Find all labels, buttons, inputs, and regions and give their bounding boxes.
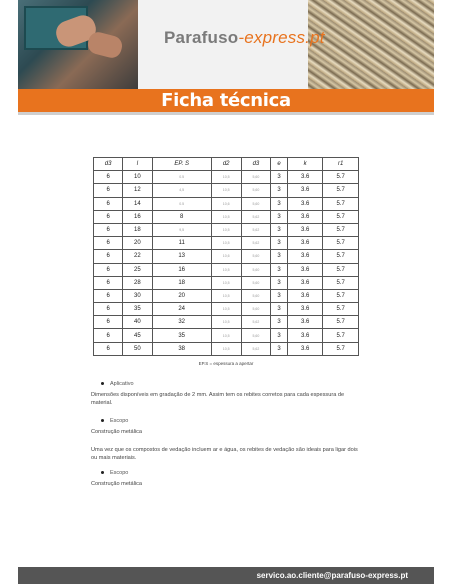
table-cell: 10,5 xyxy=(211,171,241,184)
table-cell: 6 xyxy=(94,223,123,236)
bullet-label: Aplicativo xyxy=(110,381,134,387)
table-cell: 5.7 xyxy=(323,197,359,210)
table-cell: 16 xyxy=(152,263,211,276)
bullet-icon xyxy=(101,382,104,385)
table-cell: 9,5 xyxy=(152,223,211,236)
table-row xyxy=(94,184,359,197)
table-cell: 10,5 xyxy=(211,289,241,302)
table-cell: 10,5 xyxy=(211,210,241,223)
table-cell: 5.7 xyxy=(323,276,359,289)
footer-bar xyxy=(18,567,434,584)
brand-suffix: -express.pt xyxy=(238,28,325,47)
table-cell: 10,5 xyxy=(211,184,241,197)
table-cell: 10 xyxy=(123,171,152,184)
column-header: d2 xyxy=(211,158,241,171)
table-cell: 5.7 xyxy=(323,237,359,250)
table-cell: 5,60 xyxy=(241,184,271,197)
table-cell: 10,5 xyxy=(211,223,241,236)
table-cell: 5,62 xyxy=(241,342,271,355)
table-cell: 10,5 xyxy=(211,342,241,355)
table-cell: 6 xyxy=(94,342,123,355)
paragraph: Dimensões disponíveis em gradação de 2 mm. Assim tem os rebites corretos para cada espessura de material. xyxy=(91,392,345,406)
table-cell: 10,5 xyxy=(211,316,241,329)
column-header: r1 xyxy=(323,158,359,171)
table-cell: 10,6 xyxy=(211,197,241,210)
table-cell: 35 xyxy=(152,329,211,342)
column-header: k xyxy=(287,158,323,171)
paragraph: Uma vez que os compostos de vedação incluem ar e água, os rebites de vedação são ideais para ligar dois ou mais materiais. xyxy=(91,447,358,461)
table-row xyxy=(94,276,359,289)
table-cell: 14 xyxy=(123,197,152,210)
table-cell: 3.6 xyxy=(287,223,323,236)
table-cell: 3 xyxy=(271,263,288,276)
table-cell: 3 xyxy=(271,210,288,223)
column-header: d3 xyxy=(94,158,123,171)
table-cell: 6 xyxy=(94,237,123,250)
table-cell: 5,62 xyxy=(241,210,271,223)
column-header: d3 xyxy=(241,158,271,171)
table-cell: 20 xyxy=(123,237,152,250)
workshop-photo xyxy=(18,0,138,92)
table-cell: 10,5 xyxy=(211,329,241,342)
table-cell: 3.6 xyxy=(287,303,323,316)
column-header: l xyxy=(123,158,152,171)
table-cell: 5,62 xyxy=(241,316,271,329)
table-cell: 11 xyxy=(152,237,211,250)
table-cell: 3.6 xyxy=(287,342,323,355)
table-body xyxy=(94,171,359,356)
paragraph: Construção metálica xyxy=(91,481,142,487)
table-cell: 6 xyxy=(94,276,123,289)
table-cell: 6 xyxy=(94,197,123,210)
table-cell: 3 xyxy=(271,342,288,355)
table-cell: 5,60 xyxy=(241,276,271,289)
table-cell: 3 xyxy=(271,223,288,236)
brand-main: Parafuso xyxy=(164,28,239,47)
table-cell: 6 xyxy=(94,250,123,263)
table-cell: 3 xyxy=(271,329,288,342)
table-cell: 10,5 xyxy=(211,263,241,276)
table-cell: 40 xyxy=(123,316,152,329)
bullet-item xyxy=(101,470,128,476)
table-cell: 30 xyxy=(123,289,152,302)
table-cell: 18 xyxy=(152,276,211,289)
table-cell: 5,60 xyxy=(241,329,271,342)
table-cell: 4,5 xyxy=(152,184,211,197)
table-cell: 5,60 xyxy=(241,263,271,276)
table-cell: 10,5 xyxy=(211,276,241,289)
table-cell: 5.7 xyxy=(323,223,359,236)
screws-photo xyxy=(308,0,434,92)
table-cell: 5.7 xyxy=(323,316,359,329)
paragraph: Construção metálica xyxy=(91,429,142,435)
bullet-item xyxy=(101,418,128,424)
table-cell: 0.5 xyxy=(152,197,211,210)
table-row xyxy=(94,329,359,342)
column-header: EP. S xyxy=(152,158,211,171)
table-cell: 10,5 xyxy=(211,303,241,316)
table-cell: 5,60 xyxy=(241,250,271,263)
table-cell: 3 xyxy=(271,276,288,289)
table-cell: 3.6 xyxy=(287,184,323,197)
table-cell: 3 xyxy=(271,184,288,197)
table-cell: 32 xyxy=(152,316,211,329)
table-row xyxy=(94,303,359,316)
table-cell: 6 xyxy=(94,210,123,223)
table-cell: 22 xyxy=(123,250,152,263)
table-cell: 5.7 xyxy=(323,289,359,302)
table-cell: 45 xyxy=(123,329,152,342)
table-cell: 35 xyxy=(123,303,152,316)
table-cell: 0.5 xyxy=(152,171,211,184)
table-cell: 5.7 xyxy=(323,303,359,316)
table-cell: 3 xyxy=(271,171,288,184)
table-cell: 5,60 xyxy=(241,303,271,316)
table-cell: 38 xyxy=(152,342,211,355)
column-header: e xyxy=(271,158,288,171)
table-cell: 10,5 xyxy=(211,237,241,250)
table-cell: 8 xyxy=(152,210,211,223)
table-footnote: EP.S = espessura a apertar xyxy=(198,361,254,366)
table-cell: 10,6 xyxy=(211,250,241,263)
table-cell: 3.6 xyxy=(287,316,323,329)
table-cell: 3.6 xyxy=(287,250,323,263)
bullet-item xyxy=(101,381,134,387)
table-row xyxy=(94,289,359,302)
table-row xyxy=(94,342,359,355)
bullet-label: Escopo xyxy=(110,418,129,424)
table-cell: 18 xyxy=(123,223,152,236)
table-cell: 3 xyxy=(271,197,288,210)
table-cell: 6 xyxy=(94,184,123,197)
table-cell: 5,60 xyxy=(241,197,271,210)
header-banner xyxy=(18,0,434,92)
page-title: Ficha técnica xyxy=(161,90,291,111)
hand-shape xyxy=(86,30,125,60)
table-header-row xyxy=(94,158,359,171)
table-cell: 5,60 xyxy=(241,171,271,184)
title-bar xyxy=(18,89,434,112)
table-cell: 6 xyxy=(94,329,123,342)
brand-logo xyxy=(164,28,325,48)
table-cell: 6 xyxy=(94,316,123,329)
divider xyxy=(18,112,434,115)
table-cell: 12 xyxy=(123,184,152,197)
table-cell: 5.7 xyxy=(323,171,359,184)
table-cell: 3.6 xyxy=(287,276,323,289)
table-cell: 5.7 xyxy=(323,250,359,263)
table-cell: 50 xyxy=(123,342,152,355)
table-cell: 5,62 xyxy=(241,223,271,236)
table-cell: 3 xyxy=(271,237,288,250)
table-cell: 3.6 xyxy=(287,197,323,210)
table-cell: 6 xyxy=(94,303,123,316)
table-cell: 16 xyxy=(123,210,152,223)
bullet-label: Escopo xyxy=(110,470,129,476)
table-cell: 13 xyxy=(152,250,211,263)
bullet-icon xyxy=(101,471,104,474)
table-row xyxy=(94,210,359,223)
table-cell: 25 xyxy=(123,263,152,276)
bullet-icon xyxy=(101,419,104,422)
table-cell: 3.6 xyxy=(287,263,323,276)
table-cell: 3.6 xyxy=(287,329,323,342)
contact-email[interactable]: servico.ao.cliente@parafuso-express.pt xyxy=(256,571,408,580)
table-cell: 28 xyxy=(123,276,152,289)
table-cell: 5,60 xyxy=(241,289,271,302)
table-cell: 6 xyxy=(94,171,123,184)
table-cell: 5.7 xyxy=(323,184,359,197)
table-cell: 3.6 xyxy=(287,210,323,223)
table-cell: 5.7 xyxy=(323,263,359,276)
table-cell: 3 xyxy=(271,250,288,263)
table-cell: 6 xyxy=(94,289,123,302)
table-cell: 20 xyxy=(152,289,211,302)
table-cell: 24 xyxy=(152,303,211,316)
table-row xyxy=(94,250,359,263)
table-row xyxy=(94,197,359,210)
table-row xyxy=(94,171,359,184)
table-row xyxy=(94,237,359,250)
table-row xyxy=(94,316,359,329)
table-row xyxy=(94,223,359,236)
spec-table xyxy=(93,157,359,356)
table-cell: 5.7 xyxy=(323,342,359,355)
table-cell: 3 xyxy=(271,289,288,302)
table-row xyxy=(94,263,359,276)
table-cell: 3 xyxy=(271,303,288,316)
table-cell: 5.7 xyxy=(323,329,359,342)
table-cell: 6 xyxy=(94,263,123,276)
table-cell: 3 xyxy=(271,316,288,329)
table-cell: 3.6 xyxy=(287,171,323,184)
table-cell: 3.6 xyxy=(287,289,323,302)
table-cell: 5.7 xyxy=(323,210,359,223)
table-cell: 5,62 xyxy=(241,237,271,250)
table-cell: 3.6 xyxy=(287,237,323,250)
